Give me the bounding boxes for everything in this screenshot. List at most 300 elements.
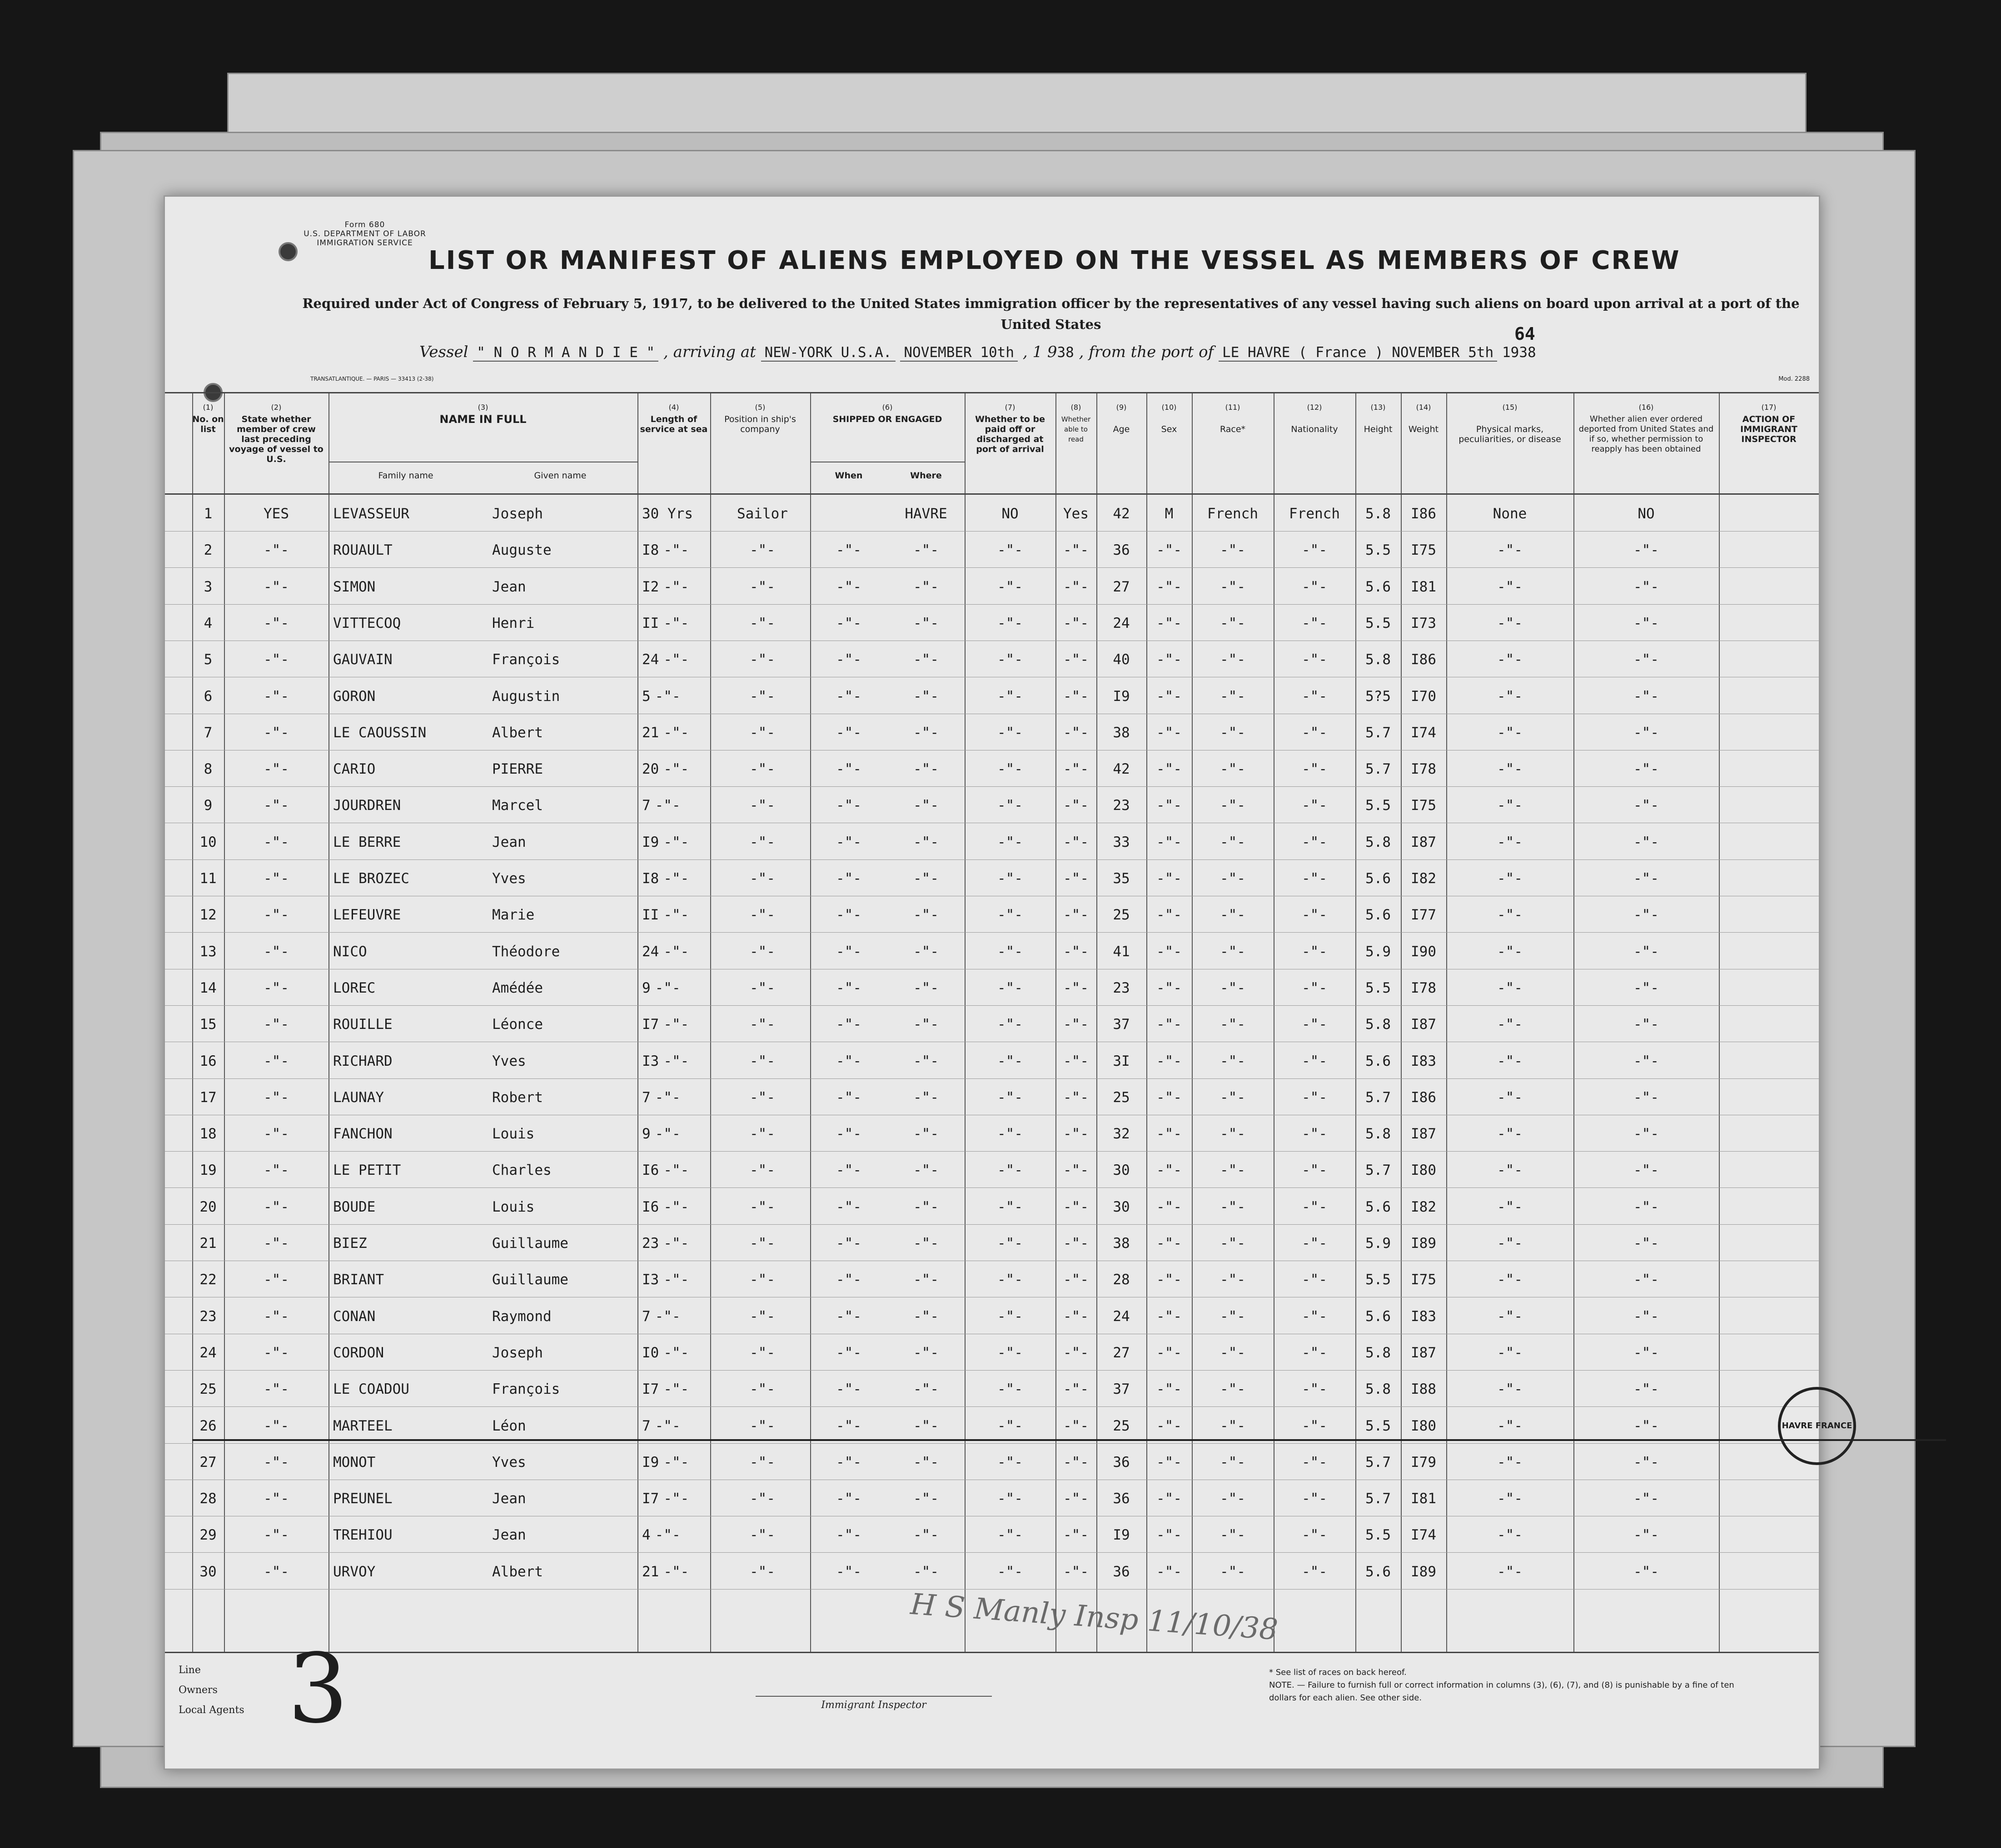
row-rule xyxy=(165,1552,1819,1553)
cell-age: 32 xyxy=(1113,1126,1130,1143)
cell-height: 5.8 xyxy=(1365,834,1391,850)
cell-position: -"- xyxy=(750,1053,775,1069)
service-years: I7 xyxy=(642,1381,659,1398)
cell-service xyxy=(642,1417,710,1435)
cell-race: -"- xyxy=(1220,797,1245,814)
cell-nat: -"- xyxy=(1302,907,1327,924)
cell-marks: -"- xyxy=(1497,1344,1523,1361)
cell-when: -"- xyxy=(836,1162,861,1179)
cell-paid: -"- xyxy=(997,1198,1023,1215)
cell-weight: I78 xyxy=(1411,979,1436,996)
service-years: I7 xyxy=(642,1490,659,1507)
cell-read: -"- xyxy=(1063,1454,1089,1470)
cell-no: 20 xyxy=(199,1198,217,1215)
cell-member: -"- xyxy=(264,1417,289,1434)
cell-height: 5.5 xyxy=(1365,797,1391,814)
table-row xyxy=(165,760,1819,778)
cell-marks: -"- xyxy=(1497,907,1523,924)
col-label: Physical marks, peculiarities, or disease xyxy=(1458,424,1561,444)
cell-read: -"- xyxy=(1063,1344,1089,1361)
cell-dep: -"- xyxy=(1633,979,1659,996)
cell-given: Yves xyxy=(492,1454,526,1470)
table-row xyxy=(165,578,1819,596)
line-label: Line xyxy=(179,1664,201,1676)
cell-given: Joseph xyxy=(492,506,543,522)
cell-height: 5.5 xyxy=(1365,1272,1391,1288)
cell-when: -"- xyxy=(836,907,861,924)
cell-marks: -"- xyxy=(1497,1454,1523,1470)
col-head-1 xyxy=(192,402,224,434)
vessel-label: Vessel xyxy=(419,343,468,361)
cell-weight: I75 xyxy=(1411,797,1436,814)
cell-dep: -"- xyxy=(1633,651,1659,668)
cell-member: -"- xyxy=(264,1527,289,1544)
cell-service xyxy=(642,1015,710,1033)
cell-position: -"- xyxy=(750,1126,775,1143)
col-head-17 xyxy=(1721,402,1817,444)
col-head-2 xyxy=(226,402,326,464)
cell-when: -"- xyxy=(836,1308,861,1325)
cell-no: 24 xyxy=(199,1344,217,1361)
table-row xyxy=(165,1015,1819,1033)
cell-nat: -"- xyxy=(1302,578,1327,595)
cell-height: 5.8 xyxy=(1365,1016,1391,1033)
cell-given: Raymond xyxy=(492,1308,552,1325)
cell-nat: -"- xyxy=(1302,1381,1327,1398)
cell-sex: -"- xyxy=(1156,1344,1182,1361)
row-rule xyxy=(165,1589,1819,1590)
cell-sex: -"- xyxy=(1156,1417,1182,1434)
service-ditto: -"- xyxy=(663,1272,689,1288)
cell-position: -"- xyxy=(750,1272,775,1288)
table-row xyxy=(165,505,1819,523)
manifest-sheet xyxy=(164,195,1852,1770)
cell-given: Auguste xyxy=(492,542,552,559)
cell-weight: I87 xyxy=(1411,1126,1436,1143)
form-service: IMMIGRATION SERVICE xyxy=(317,238,413,248)
model-number: Mod. 2288 xyxy=(1778,376,1810,383)
cell-where: -"- xyxy=(913,979,939,996)
cell-member: -"- xyxy=(264,797,289,814)
cell-sex: -"- xyxy=(1156,761,1182,778)
cell-dep: -"- xyxy=(1633,943,1659,960)
cell-no: 23 xyxy=(199,1308,217,1325)
cell-when: -"- xyxy=(836,870,861,887)
cell-when: -"- xyxy=(836,1454,861,1470)
cell-race: -"- xyxy=(1220,651,1245,668)
cell-member: -"- xyxy=(264,761,289,778)
cell-member: YES xyxy=(264,506,289,522)
cell-position: -"- xyxy=(750,615,775,631)
cell-sex: -"- xyxy=(1156,1053,1182,1069)
table-row xyxy=(165,833,1819,851)
cell-height: 5.5 xyxy=(1365,1417,1391,1434)
cell-service: 30 Yrs xyxy=(642,506,693,522)
cell-where: -"- xyxy=(913,797,939,814)
cell-read: -"- xyxy=(1063,761,1089,778)
cell-dep: -"- xyxy=(1633,615,1659,631)
table-row xyxy=(165,614,1819,632)
cell-nat: -"- xyxy=(1302,542,1327,559)
cell-no: 11 xyxy=(199,870,217,887)
cell-family: BRIANT xyxy=(333,1272,384,1288)
cell-member: -"- xyxy=(264,979,289,996)
table-row xyxy=(165,651,1819,669)
cell-given: Guillaume xyxy=(492,1235,568,1252)
cell-read: -"- xyxy=(1063,1563,1089,1580)
cell-service xyxy=(642,1526,710,1544)
cell-no: 22 xyxy=(199,1272,217,1288)
col-head-9 xyxy=(1096,402,1146,434)
cell-marks: -"- xyxy=(1497,1089,1523,1106)
table-row xyxy=(165,1526,1819,1544)
cell-weight: I79 xyxy=(1411,1454,1436,1470)
cell-height: 5.8 xyxy=(1365,1126,1391,1143)
cell-weight: I78 xyxy=(1411,761,1436,778)
cell-position: -"- xyxy=(750,870,775,887)
cell-read: -"- xyxy=(1063,542,1089,559)
cell-when: -"- xyxy=(836,1272,861,1288)
cell-family: BIEZ xyxy=(333,1235,367,1252)
cell-age: 23 xyxy=(1113,797,1130,814)
cell-age: 38 xyxy=(1113,1235,1130,1252)
cell-dep: -"- xyxy=(1633,578,1659,595)
service-years: I8 xyxy=(642,870,659,887)
cell-member: -"- xyxy=(264,943,289,960)
cell-given: Jean xyxy=(492,578,526,595)
service-ditto: -"- xyxy=(663,870,689,887)
cell-nat: -"- xyxy=(1302,834,1327,850)
cell-member: -"- xyxy=(264,1089,289,1106)
col-label: Nationality xyxy=(1291,424,1338,434)
cell-read: -"- xyxy=(1063,1272,1089,1288)
cell-dep: -"- xyxy=(1633,542,1659,559)
cell-marks: -"- xyxy=(1497,615,1523,631)
cell-no: 21 xyxy=(199,1235,217,1252)
cell-when: -"- xyxy=(836,834,861,850)
cell-dep: -"- xyxy=(1633,761,1659,778)
cell-position: -"- xyxy=(750,761,775,778)
cell-paid: NO xyxy=(1001,506,1019,522)
cell-race: -"- xyxy=(1220,1527,1245,1544)
cell-paid: -"- xyxy=(997,761,1023,778)
service-ditto: -"- xyxy=(663,724,689,741)
cell-when: -"- xyxy=(836,943,861,960)
cell-age: 24 xyxy=(1113,1308,1130,1325)
cell-height: 5.6 xyxy=(1365,907,1391,924)
cell-race: -"- xyxy=(1220,542,1245,559)
cell-no: 28 xyxy=(199,1490,217,1507)
cell-no: 10 xyxy=(199,834,217,850)
handwritten-number: 3 xyxy=(288,1633,348,1744)
cell-paid: -"- xyxy=(997,1563,1023,1580)
cell-marks: -"- xyxy=(1497,797,1523,814)
cell-weight: I83 xyxy=(1411,1053,1436,1069)
cell-family: CONAN xyxy=(333,1308,376,1325)
cell-read: -"- xyxy=(1063,870,1089,887)
cell-service xyxy=(642,1380,710,1398)
cell-member: -"- xyxy=(264,688,289,705)
cell-where: -"- xyxy=(913,1162,939,1179)
cell-race: -"- xyxy=(1220,1089,1245,1106)
cell-sex: -"- xyxy=(1156,724,1182,741)
cell-nat: -"- xyxy=(1302,1198,1327,1215)
cell-dep: -"- xyxy=(1633,1162,1659,1179)
cell-age: 36 xyxy=(1113,1454,1130,1470)
cell-paid: -"- xyxy=(997,1308,1023,1325)
cell-race: -"- xyxy=(1220,1417,1245,1434)
cell-position: -"- xyxy=(750,1417,775,1434)
cell-dep: -"- xyxy=(1633,1053,1659,1069)
service-years: 23 xyxy=(642,1235,659,1252)
cell-service xyxy=(642,1271,710,1289)
cell-weight: I86 xyxy=(1411,651,1436,668)
cell-paid: -"- xyxy=(997,542,1023,559)
cell-marks: -"- xyxy=(1497,542,1523,559)
col-head-16 xyxy=(1576,402,1717,454)
cell-height: 5.7 xyxy=(1365,761,1391,778)
cell-service xyxy=(642,1453,710,1471)
cell-race: -"- xyxy=(1220,1235,1245,1252)
family-name-head: Family name xyxy=(378,471,433,481)
cell-member: -"- xyxy=(264,1198,289,1215)
service-years: II xyxy=(642,615,659,631)
col-num: (13) xyxy=(1370,403,1386,412)
printer-imprint: TRANSATLANTIQUE. — PARIS — 33413 (2-38) xyxy=(310,376,434,382)
cell-paid: -"- xyxy=(997,979,1023,996)
cell-where: -"- xyxy=(913,688,939,705)
cell-member: -"- xyxy=(264,651,289,668)
cell-height: 5.7 xyxy=(1365,1089,1391,1106)
cell-marks: None xyxy=(1493,506,1527,522)
cell-paid: -"- xyxy=(997,1417,1023,1434)
cell-family: LE COADOU xyxy=(333,1381,409,1398)
col-num: (11) xyxy=(1225,403,1240,412)
cell-paid: -"- xyxy=(997,1016,1023,1033)
cell-marks: -"- xyxy=(1497,979,1523,996)
cell-service xyxy=(642,943,710,961)
cell-race: -"- xyxy=(1220,1053,1245,1069)
cell-height: 5.8 xyxy=(1365,1344,1391,1361)
cell-nat: -"- xyxy=(1302,761,1327,778)
owners-label: Owners xyxy=(179,1684,218,1696)
cell-position: -"- xyxy=(750,1381,775,1398)
cell-marks: -"- xyxy=(1497,1417,1523,1434)
cell-age: 42 xyxy=(1113,761,1130,778)
cell-paid: -"- xyxy=(997,907,1023,924)
cell-sex: -"- xyxy=(1156,870,1182,887)
cell-height: 5.5 xyxy=(1365,979,1391,996)
cell-position: -"- xyxy=(750,1016,775,1033)
cell-read: -"- xyxy=(1063,615,1089,631)
cell-family: URVOY xyxy=(333,1563,376,1580)
cell-paid: -"- xyxy=(997,797,1023,814)
cell-family: LE BROZEC xyxy=(333,870,409,887)
cell-dep: -"- xyxy=(1633,1016,1659,1033)
cell-read: -"- xyxy=(1063,1053,1089,1069)
where-head: Where xyxy=(910,471,942,481)
header-rule xyxy=(165,493,1819,495)
cell-given: Marie xyxy=(492,907,535,924)
service-years: 21 xyxy=(642,1563,659,1580)
table-row xyxy=(165,1490,1819,1508)
cell-when: -"- xyxy=(836,578,861,595)
cell-age: 25 xyxy=(1113,1417,1130,1434)
cell-nat: -"- xyxy=(1302,1417,1327,1434)
cell-marks: -"- xyxy=(1497,1381,1523,1398)
cell-where: -"- xyxy=(913,1272,939,1288)
col-label: Whether alien ever ordered deported from United States and if so, whether permission to reapply has been obtained xyxy=(1578,414,1714,454)
cell-dep: -"- xyxy=(1633,1527,1659,1544)
service-ditto: -"- xyxy=(663,1344,689,1361)
service-years: I9 xyxy=(642,1454,659,1470)
cell-position: -"- xyxy=(750,1089,775,1106)
cell-where: -"- xyxy=(913,1089,939,1106)
cell-sex: -"- xyxy=(1156,651,1182,668)
cell-dep: -"- xyxy=(1633,1381,1659,1398)
cell-sex: M xyxy=(1165,506,1174,522)
cell-where: -"- xyxy=(913,1527,939,1544)
cell-when: -"- xyxy=(836,1527,861,1544)
cell-where: -"- xyxy=(913,542,939,559)
inspector-signature: H S Manly Insp 11/10/38 xyxy=(909,1587,1279,1647)
cell-weight: I89 xyxy=(1411,1235,1436,1252)
cell-no: 18 xyxy=(199,1126,217,1143)
cell-member: -"- xyxy=(264,1235,289,1252)
cell-marks: -"- xyxy=(1497,870,1523,887)
cell-where: -"- xyxy=(913,578,939,595)
cell-paid: -"- xyxy=(997,1490,1023,1507)
strike-through-line xyxy=(192,1439,1946,1441)
col-label: Sex xyxy=(1161,424,1177,434)
cell-position: -"- xyxy=(750,542,775,559)
cell-where: HAVRE xyxy=(905,506,947,522)
cell-family: LEFEUVRE xyxy=(333,907,401,924)
service-ditto: -"- xyxy=(663,578,689,595)
cell-family: SIMON xyxy=(333,578,376,595)
cell-dep: -"- xyxy=(1633,1235,1659,1252)
cell-where: -"- xyxy=(913,1381,939,1398)
cell-sex: -"- xyxy=(1156,578,1182,595)
cell-when: -"- xyxy=(836,1089,861,1106)
col-head-11 xyxy=(1192,402,1274,434)
cell-sex: -"- xyxy=(1156,1381,1182,1398)
cell-sex: -"- xyxy=(1156,542,1182,559)
table-row xyxy=(165,979,1819,997)
table-row xyxy=(165,687,1819,705)
cell-weight: I83 xyxy=(1411,1308,1436,1325)
cell-marks: -"- xyxy=(1497,1235,1523,1252)
cell-paid: -"- xyxy=(997,1053,1023,1069)
local-agents-label: Local Agents xyxy=(179,1704,244,1716)
cell-family: LAUNAY xyxy=(333,1089,384,1106)
cell-no: 19 xyxy=(199,1162,217,1179)
cell-position: Sailor xyxy=(737,506,788,522)
cell-nat: -"- xyxy=(1302,1308,1327,1325)
cell-race: -"- xyxy=(1220,1198,1245,1215)
cell-where: -"- xyxy=(913,1490,939,1507)
cell-height: 5.8 xyxy=(1365,1381,1391,1398)
col-label: Age xyxy=(1113,424,1130,434)
row-rule xyxy=(165,1443,1819,1444)
row-rule xyxy=(165,531,1819,532)
cell-sex: -"- xyxy=(1156,1016,1182,1033)
row-rule xyxy=(165,1005,1819,1006)
col-num: (15) xyxy=(1502,403,1518,412)
cell-given: Léon xyxy=(492,1417,526,1434)
cell-member: -"- xyxy=(264,1162,289,1179)
cell-paid: -"- xyxy=(997,1381,1023,1398)
cell-family: JOURDREN xyxy=(333,797,401,814)
cell-service xyxy=(642,724,710,742)
service-ditto: -"- xyxy=(655,1527,681,1544)
service-ditto: -"- xyxy=(663,1198,689,1215)
cell-where: -"- xyxy=(913,1126,939,1143)
cell-nat: -"- xyxy=(1302,1126,1327,1143)
cell-paid: -"- xyxy=(997,834,1023,850)
cell-age: I9 xyxy=(1113,1527,1130,1544)
cell-family: RICHARD xyxy=(333,1053,393,1069)
cell-when: -"- xyxy=(836,651,861,668)
col-label: Whether to be paid off or discharged at port of arrival xyxy=(975,414,1045,454)
cell-age: 3I xyxy=(1113,1053,1130,1069)
row-rule xyxy=(165,604,1819,605)
cell-dep: -"- xyxy=(1633,1308,1659,1325)
cell-dep: -"- xyxy=(1633,1490,1659,1507)
table-row xyxy=(165,541,1819,559)
col-num: (10) xyxy=(1161,403,1177,412)
arriving-label: , arriving at xyxy=(663,343,756,361)
cell-race: -"- xyxy=(1220,1126,1245,1143)
cell-service xyxy=(642,979,710,997)
col-label: Weight xyxy=(1408,424,1439,434)
cell-nat: -"- xyxy=(1302,1490,1327,1507)
port-stamp: HAVRE FRANCE xyxy=(1778,1387,1856,1465)
cell-when: -"- xyxy=(836,615,861,631)
cell-marks: -"- xyxy=(1497,1016,1523,1033)
col-label: Race* xyxy=(1220,424,1246,434)
service-ditto: -"- xyxy=(655,1308,681,1325)
cell-nat: -"- xyxy=(1302,943,1327,960)
cell-marks: -"- xyxy=(1497,1162,1523,1179)
cell-dep: NO xyxy=(1638,506,1655,522)
col-num: (4) xyxy=(668,403,679,412)
cell-when: -"- xyxy=(836,1053,861,1069)
cell-family: NICO xyxy=(333,943,367,960)
cell-read: -"- xyxy=(1063,1235,1089,1252)
cell-given: Amédée xyxy=(492,979,543,996)
service-years: 20 xyxy=(642,761,659,778)
service-ditto: -"- xyxy=(663,1490,689,1507)
service-years: 9 xyxy=(642,1126,651,1143)
cell-given: Théodore xyxy=(492,943,560,960)
service-years: I2 xyxy=(642,578,659,595)
row-rule xyxy=(165,859,1819,860)
service-ditto: -"- xyxy=(663,1454,689,1470)
cell-race: -"- xyxy=(1220,979,1245,996)
cell-nat: -"- xyxy=(1302,797,1327,814)
cell-no: 17 xyxy=(199,1089,217,1106)
cell-dep: -"- xyxy=(1633,688,1659,705)
cell-marks: -"- xyxy=(1497,724,1523,741)
cell-age: 36 xyxy=(1113,1563,1130,1580)
service-ditto: -"- xyxy=(663,1235,689,1252)
cell-family: VITTECOQ xyxy=(333,615,401,631)
cell-no: 26 xyxy=(199,1417,217,1434)
cell-position: -"- xyxy=(750,1162,775,1179)
cell-race: -"- xyxy=(1220,1016,1245,1033)
cell-paid: -"- xyxy=(997,1126,1023,1143)
